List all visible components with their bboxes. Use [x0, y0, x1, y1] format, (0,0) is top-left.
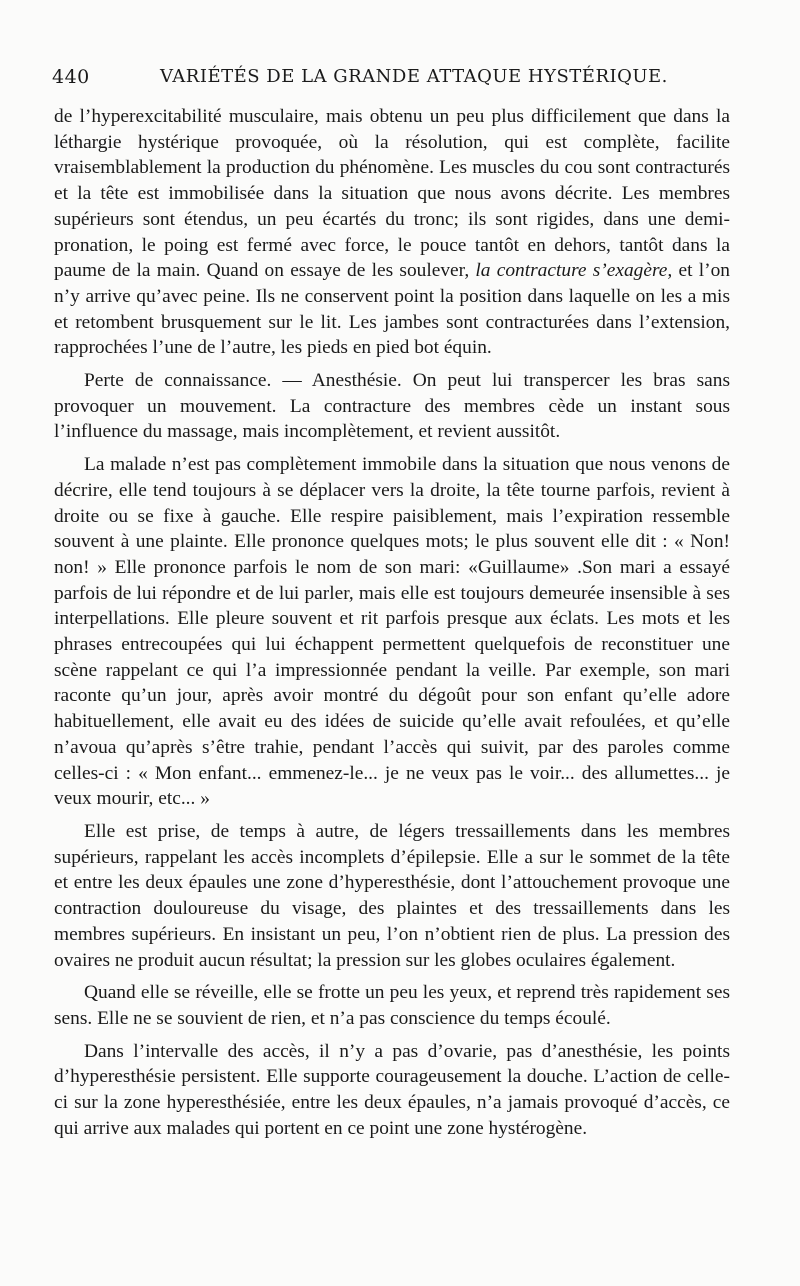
- paragraph-3: La malade n’est pas complètement immobile dans la situation que nous venons de décrire, elle tend toujours à se déplacer vers la droite, la tête tourne parfois, revient à droite ou se fixe à gauche. Elle respire paisiblement, mais l’expiration ressemble souvent à une plainte. Elle prononce quelques mots; le plus souvent elle dit : « Non! non! » Elle prononce parfois le nom de son mari: «Guillaume» .Son mari a essayé parfois de lui répondre et de lui parler, mais elle est toujours demeurée insensible à ses interpellations. Elle pleure souvent et rit parfois presque aux éclats. Les mots et les phrases entrecoupées qui lui échappent permettent quelquefois de reconstituer une scène rappelant ce qui l’a impressionnée pendant la veille. Par exemple, son mari raconte qu’un jour, après avoir montré du dégoût pour son enfant qu’elle adore habituellement, elle avait eu des idées de suicide qu’elle avait refoulées, et qu’elle n’avoua qu’après s’être trahie, pendant l’accès qui suivit, par des paroles comme celles-ci : « Mon enfant... emmenez-le... je ne veux pas le voir... des allumettes... je veux mourir, etc... »: [54, 454, 730, 810]
- body-text: [54, 104, 730, 1141]
- paragraph-1: [54, 104, 730, 361]
- page-number: 440: [52, 66, 90, 88]
- paragraph-2: Perte de connaissance. — Anesthésie. On peut lui transpercer les bras sans provoquer un mouvement. La contracture des membres cède un instant sous l’influence du massage, mais incomplètement, et revient aussitôt.: [54, 370, 730, 443]
- paragraph-1-emphasis: la contracture s’exagère,: [475, 260, 673, 282]
- paragraph-1-text-a: de l’hyperexcitabilité musculaire, mais obtenu un peu plus difficilement que dans la léthargie hystérique provoquée, où la résolution, qui est complète, facilite vraisemblablement la production du phénomène. Les muscles du cou sont contracturés et la tête est immobilisée dans la situation que nous avons décrite. Les membres supérieurs sont étendus, un peu écartés du tronc; ils sont rigides, dans une demi-pronation, le poing est fermé avec force, le pouce tantôt en dehors, tantôt dans la paume de la main. Quand on essaye de les soulever,: [54, 106, 730, 282]
- paragraph-5: Quand elle se réveille, elle se frotte un peu les yeux, et reprend très rapidement ses sens. Elle ne se souvient de rien, et n’a pas conscience du temps écoulé.: [54, 982, 730, 1029]
- page-header: [52, 66, 732, 92]
- paragraph-6: Dans l’intervalle des accès, il n’y a pas d’ovarie, pas d’anesthésie, les points d’hyperesthésie persistent. Elle supporte courageusement la douche. L’action de celle-ci sur la zone hyperesthésiée, entre les deux épaules, n’a jamais provoqué d’accès, ce qui arrive aux malades qui portent en ce point une zone hystérogène.: [54, 1040, 730, 1139]
- paragraph-1-text-b: et l’on n’y arrive qu’avec peine. Ils ne conservent point la position dans laquelle on les a mis et retombent brusquement sur le lit. Les jambes sont contracturées dans l’extension, rapprochées l’une de l’autre, les pieds en pied bot équin.: [54, 260, 730, 359]
- paragraph-4: Elle est prise, de temps à autre, de légers tressaillements dans les membres supérieurs, rappelant les accès incomplets d’épilepsie. Elle a sur le sommet de la tête et entre les deux épaules une zone d’hyperesthésie, dont l’attouchement provoque une contraction douloureuse du visage, des plaintes et des tressaillements dans les membres supérieurs. En insistant un peu, l’on n’obtient rien de plus. La pression des ovaires ne produit aucun résultat; la pression sur les globes oculaires également.: [54, 820, 730, 971]
- running-title: VARIÉTÉS DE LA GRANDE ATTAQUE HYSTÉRIQUE.: [160, 66, 668, 87]
